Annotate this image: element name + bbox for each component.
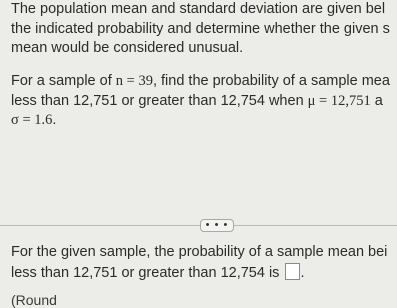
problem-text-segment: less than 12,751 or greater than 12,754 when — [11, 92, 308, 109]
intro-line-2: the indicated probability and determine whether the given s — [11, 20, 390, 37]
answer-input-box[interactable] — [285, 263, 300, 280]
sample-size-expression: n = 39 — [115, 73, 153, 89]
section-divider — [0, 225, 397, 226]
population-sd-expression: σ = 1.6 — [11, 112, 53, 128]
intro-line-3: mean would be considered unusual. — [11, 40, 244, 56]
problem-line-3 — [11, 111, 397, 131]
expand-more-button[interactable]: • • • — [200, 219, 234, 232]
problem-line-1 — [11, 72, 397, 92]
population-mean-expression: μ = 12,751 — [307, 92, 371, 109]
problem-line-2 — [11, 92, 397, 112]
answer-line-2 — [11, 263, 397, 284]
problem-text-segment: . — [52, 112, 57, 128]
intro-line-1: The population mean and standard deviation are given bel — [11, 1, 386, 17]
problem-text-segment: a — [370, 92, 383, 109]
rounding-instruction-cutoff: (Round — [11, 292, 57, 308]
problem-text-segment: , find the probability of a sample mea — [152, 73, 390, 89]
problem-text — [11, 72, 397, 131]
answer-text-segment: . — [300, 264, 305, 281]
answer-line-1: For the given sample, the probability of a sample mean bei — [11, 244, 388, 260]
answer-text — [11, 243, 397, 283]
answer-text-segment: less than 12,751 or greater than 12,754 is — [11, 264, 284, 281]
intro-text — [11, 0, 397, 59]
problem-text-segment: For a sample of — [11, 73, 116, 89]
